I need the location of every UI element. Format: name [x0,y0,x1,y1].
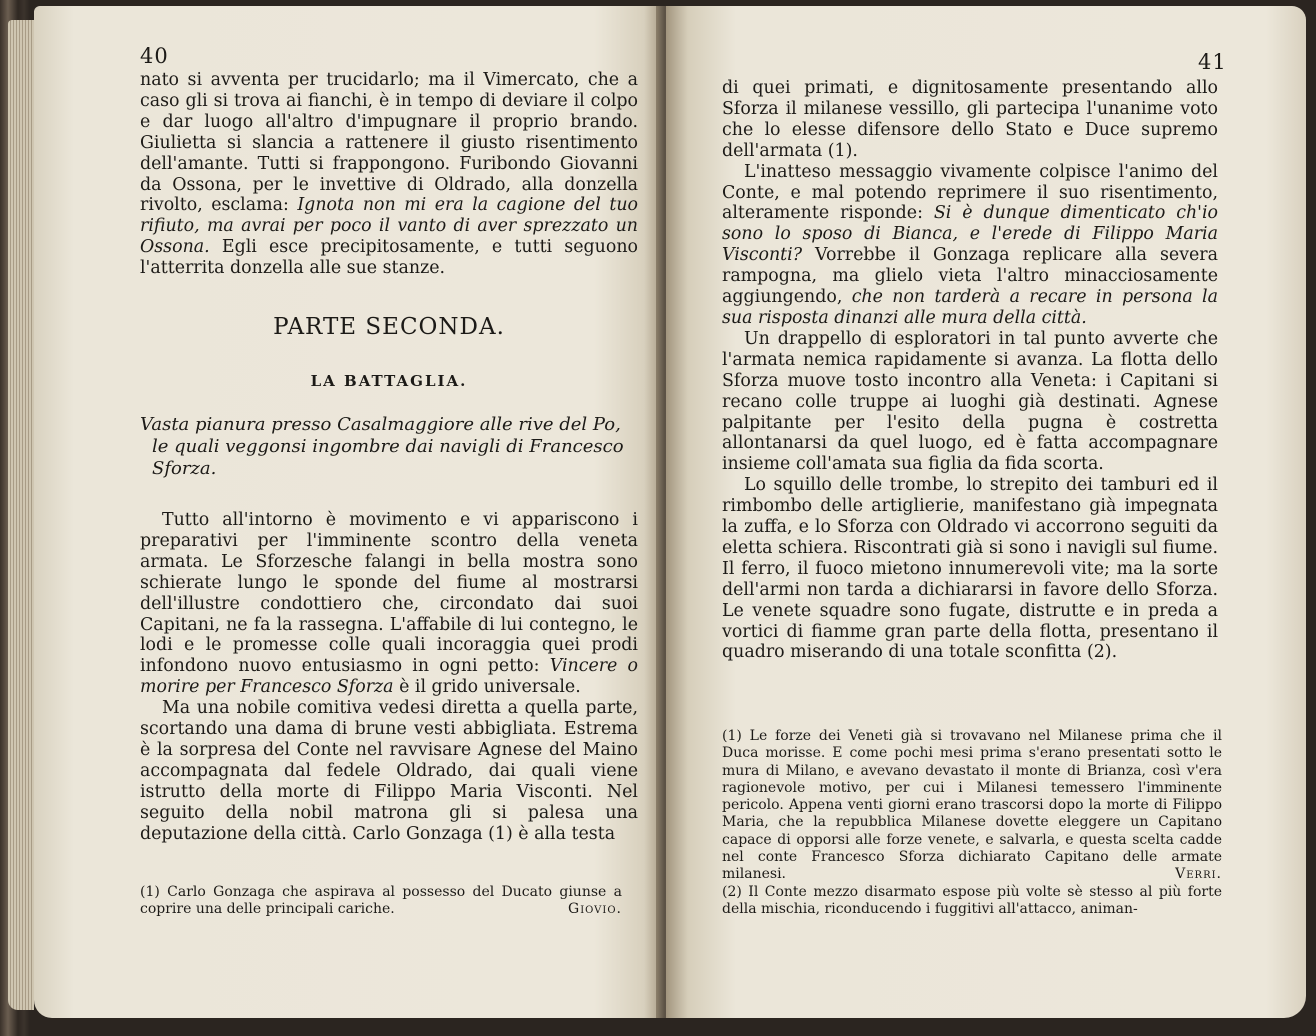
scene-line-1: Vasta pianura presso Casalmaggiore alle rive del Po, [140,414,621,435]
opening-text-a: nato si avventa per trucidarlo; ma il Vimercato, che a caso gli si trova ai fianchi, è in tempo di deviare il colpo e dar luogo all'altro d'impugnare il proprio brando. Giulietta si slancia a rattenere il giusto risentimento dell'amante. Tutti si frappongono. Furibondo Giovanni da Ossona, per le invettive di Oldrado, alla donzella rivolto, esclama: [140,70,638,216]
right-paragraph-3: Un drappello di esploratori in tal punto avverte che l'armata nemica rapidamente si avanza. La flotta dello Sforza muove tosto incontro alla Veneta: i Capitani si recano colle truppe ai luoghi già destinati. Agnese palpitante per l'esito della pugna è costretta allontanarsi da quel luogo, ed è fatta accompagnare insieme coll'amata sua figlia da fida scorta. [722,328,1218,475]
right-footnote-2: (2) Il Conte mezzo disarmato espose più volte sè stesso al più forte della mischia, riconducendo i fuggitivi all'attacco, animan- [722,883,1222,917]
part-title: PARTE SECONDA. [273,314,505,340]
conte-reply: Si è dunque dimenticato ch'io sono lo sposo di Bianca, e l'erede di Filippo Maria Visconti? [722,203,1218,266]
right-p2-a: L'inatteso messaggio vivamente colpisce l'animo del Conte, e mal potendo reprimere il suo risentimento, alteramente risponde: [722,161,1218,224]
paragraph-tutto-a: Tutto all'intorno è movimento e vi appariscono i preparativi per l'imminente scontro della veneta armata. Le Sforzesche falangi in bella mostra sono schierate lungo le sponde del fiume al mostrarsi dell'illustre condottiero che, circondato dai suoi Capitani, ne fa la rassegna. L'affabile di lui contegno, le lodi e le promesse colle quali incoraggia quei prodi infondono nuovo entusiasmo in ogni petto: [140,510,638,677]
right-paragraph-2 [722,162,1218,329]
left-footnote-text: (1) Carlo Gonzaga che aspirava al possesso del Ducato giunse a coprire una delle principali cariche. [140,884,622,918]
opening-text-b: Egli esce precipitosamente, e tutti seguono l'atterrita donzella alle sue stanze. [140,237,638,279]
left-footnote [140,884,622,919]
chapter-title: LA BATTAGLIA. [310,372,468,390]
right-footnote-1-text: (1) Le forze dei Veneti già si trovavano nel Milanese prima che il Duca morisse. E come pochi mesi prima s'erano presentati sotto le mura di Milano, e avevano devastato il monte di Brianza, così v'era ragionevole motivo, per cui i Milanesi temessero l'imminente pericolo. Appena venti giorni erano trascorsi dopo la morte di Filippo Maria, che la repubblica Milanese dovette eleggere un Capitano capace di opporsi alle forze venete, e salvarla, e questa scelta cadde nel conte Francesco Sforza dichiarato Capitano delle armate milanesi. [722,728,1222,883]
left-body [140,510,638,845]
battle-cry: Vincere o morire per Francesco Sforza [140,656,638,698]
page-number-right: 41 [1198,50,1227,74]
paragraph-tutto-b: è il grido universale. [393,677,581,698]
right-page [666,6,1306,1018]
conte-threat: che non tarderà a recare in persona la sua risposta dinanzi alle mura della città. [722,287,1218,328]
opening-quote: Ignota non mi era la cagione del tuo rifiuto, ma avrai per poco il vanto di aver sprezzato un Ossona. [140,195,638,258]
paragraph-ma-una: Ma una nobile comitiva vedesi diretta a quella parte, scortando una dama di brune vesti abbigliata. Estrema è la sorpresa del Conte nel ravvisare Agnese del Maino accompagnata dal fedele Oldrado, dai quali viene istrutto della morte di Filippo Maria Visconti. Nel seguito della nobil matrona gli si palesa una deputazione della città. Carlo Gonzaga (1) è alla testa [140,698,638,844]
paragraph-tutto [140,510,638,698]
scene-description [140,414,650,480]
scene-line-2: le quali veggonsi ingombre dai navigli di Francesco [152,436,624,457]
scene-line-3: Sforza. [152,458,217,479]
right-paragraph-4: Lo squillo delle trombe, lo strepito dei tamburi ed il rimbombo delle artiglierie, manifestano già impegnata la zuffa, e lo Sforza con Oldrado vi accorrono seguiti da eletta schiera. Riscontrati già si sono i navigli sul fiume. Il ferro, il fuoco mietono innumerevoli vite; ma la sorte dell'armi non tarda a dichiararsi in favore dello Sforza. Le venete squadre sono fugate, distrutte e in preda a vortici di fiamme gran parte della flotta, presentano il quadro miserando di una totale sconfitta (2). [722,475,1218,663]
page-edges [8,20,34,1010]
right-paragraph-1: di quei primati, e dignitosamente presentando allo Sforza il milanese vessillo, gli partecipa l'unanime voto che lo elesse difensore dello Stato e Duce supremo dell'armata (1). [722,78,1218,161]
left-footnote-source: Giovio. [568,901,622,918]
left-page [34,6,662,1018]
right-p2-b: Vorrebbe il Gonzaga replicare alla severa rampogna, ma glielo vieta l'altro minacciosamente aggiungendo, [722,245,1218,308]
right-body [722,78,1218,663]
page-number-left: 40 [140,44,169,68]
right-footnote-1-source: Verri. [1175,866,1222,883]
left-opening-paragraph [140,70,638,279]
right-footnotes [722,728,1222,918]
